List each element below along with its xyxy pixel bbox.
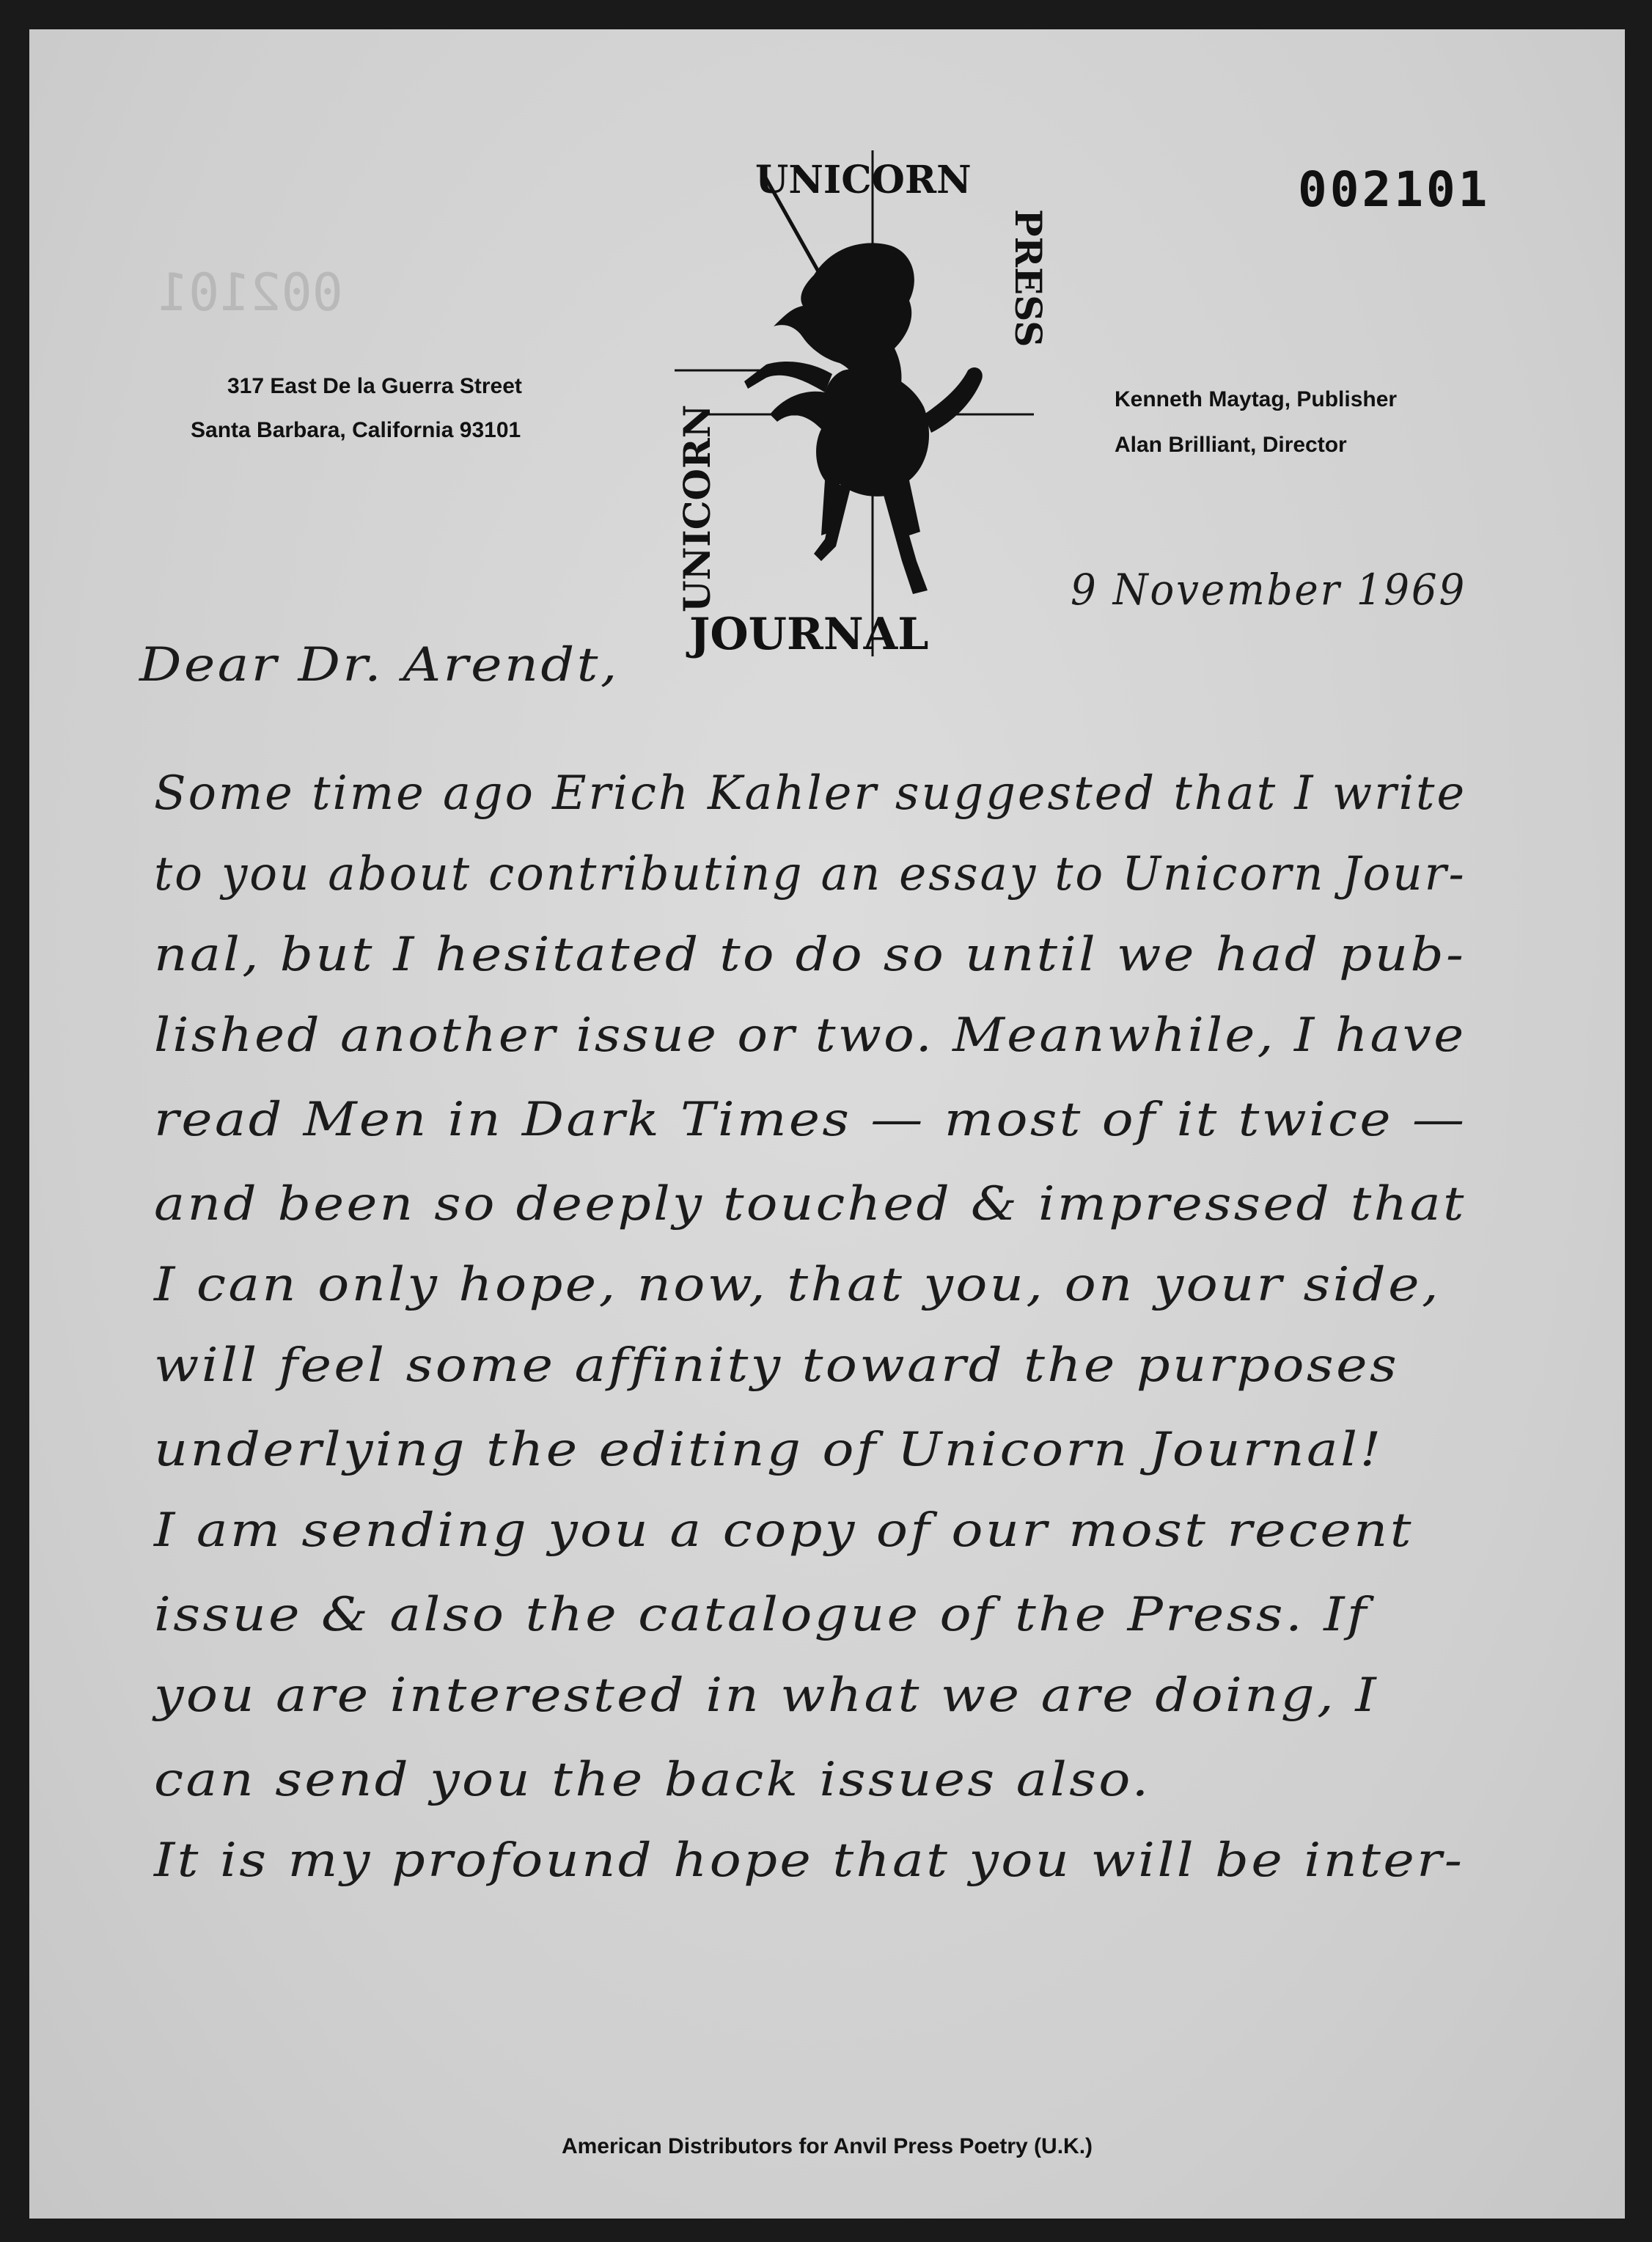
publisher-name: Kenneth Maytag, Publisher — [1115, 387, 1398, 411]
logo-text-bottom: JOURNAL — [689, 609, 929, 660]
bleed-through-serial: 002101 — [158, 263, 343, 323]
body-line: I am sending you a copy of our most recent — [154, 1503, 1414, 1558]
address-street: 317 East De la Guerra Street — [227, 374, 522, 398]
logo-text-left: UNICORN — [675, 404, 719, 612]
body-line: will feel some affinity toward the purposes — [154, 1338, 1399, 1393]
body-line: underlying the editing of Unicorn Journal! — [154, 1423, 1384, 1477]
body-line: lished another issue or two. Meanwhile, I have — [154, 1008, 1466, 1063]
serial-number: 002101 — [1298, 161, 1491, 218]
director-name: Alan Brilliant, Director — [1115, 433, 1347, 457]
body-line: I can only hope, now, that you, on your side, — [154, 1258, 1442, 1312]
logo-text-top: UNICORN — [755, 158, 972, 202]
body-line: It is my profound hope that you will be inter- — [154, 1833, 1465, 1888]
body-line: nal, but I hesitated to do so until we had pub- — [154, 928, 1466, 982]
letterhead-footer: American Distributors for Anvil Press Poetry (U.K.) — [561, 2134, 1093, 2158]
letter-page — [29, 29, 1625, 2219]
body-line: issue & also the catalogue of the Press. If — [154, 1588, 1369, 1642]
letter-date: 9 November 1969 — [1071, 565, 1467, 615]
logo-text-right: PRESS — [1007, 209, 1050, 348]
body-line: to you about contributing an essay to Unicorn Jour- — [154, 847, 1466, 901]
unicorn-silhouette-icon — [744, 243, 983, 594]
body-line: you are interested in what we are doing, I — [154, 1668, 1378, 1723]
body-line: Some time ago Erich Kahler suggested that I write — [154, 766, 1467, 821]
unicorn-logo — [675, 150, 1071, 664]
body-line: and been so deeply touched & impressed that — [154, 1177, 1466, 1231]
address-city: Santa Barbara, California 93101 — [191, 418, 521, 442]
body-line: read Men in Dark Times — most of it twice — — [154, 1093, 1467, 1147]
body-line: can send you the back issues also. — [154, 1753, 1151, 1807]
salutation: Dear Dr. Arendt, — [139, 638, 620, 692]
